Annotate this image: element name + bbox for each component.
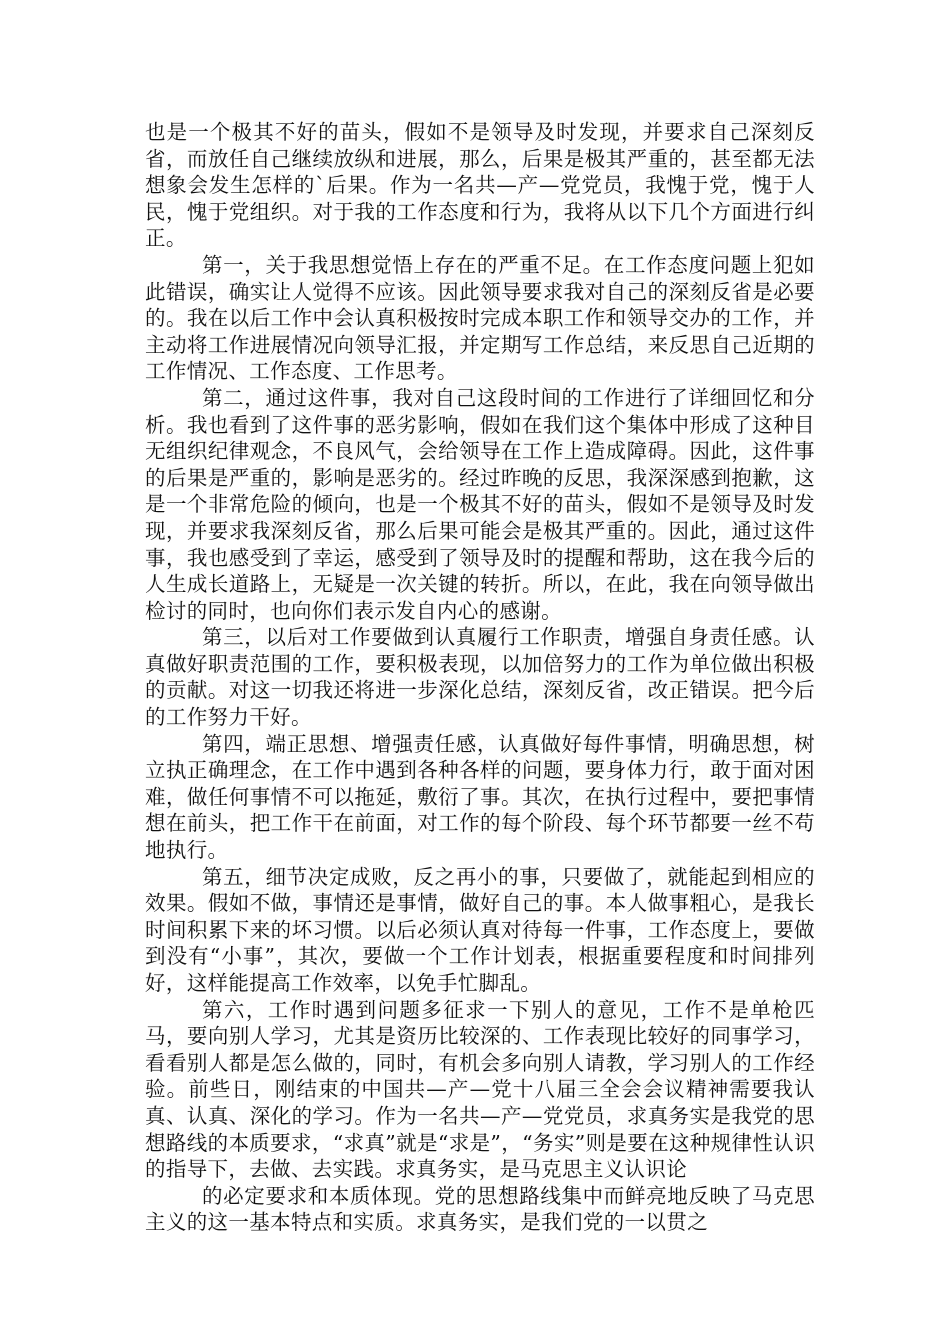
paragraph-6: 第五，细节决定成败，反之再小的事，只要做了，就能起到相应的效果。假如不做，事情还是事情，做好自己的事。本人做事粗心，是我长时间积累下来的坏习惯。以后必须认真对待每一件事，工作态度上，要做到没有“小事”，其次，要做一个工作计划表，根据重要程度和时间排列好，这样能提高工作效率，以免手忙脚乱。 — [145, 864, 815, 995]
paragraph-5: 第四，端正思想、增强责任感，认真做好每件事情，明确思想，树立执正确理念，在工作中遇到各种各样的问题，要身体力行，敢于面对困难，做任何事情不可以拖延，敷衍了事。其次，在执行过程中，要把事情想在前头，把工作干在前面，对工作的每个阶段、每个环节都要一丝不苟地执行。 — [145, 731, 815, 863]
document-body — [145, 119, 815, 1236]
paragraph-7: 第六，工作时遇到问题多征求一下别人的意见，工作不是单枪匹马，要向别人学习，尤其是资历比较深的、工作表现比较好的同事学习，看看别人都是怎么做的，同时，有机会多向别人请教，学习别人的工作经验。前些日，刚结束的中国共—产—党十八届三全会会议精神需要我认真、认真、深化的学习。作为一名共—产—党党员，求真务实是我党的思想路线的本质要求，“求真”就是“求是”，“务实”则是要在这种规律性认识的指导下，去做、去实践。求真务实，是马克思主义认识论 — [145, 997, 815, 1182]
paragraph-8: 的必定要求和本质体现。党的思想路线集中而鲜亮地反映了马克思主义的这一基本特点和实质。求真务实，是我们党的一以贯之 — [145, 1183, 815, 1235]
paragraph-3: 第二，通过这件事，我对自己这段时间的工作进行了详细回忆和分析。我也看到了这件事的恶劣影响，假如在我们这个集体中形成了这种目无组织纪律观念，不良风气，会给领导在工作上造成障碍。因此，这件事的后果是严重的，影响是恶劣的。经过昨晚的反思，我深深感到抱歉，这是一个非常危险的倾向，也是一个极其不好的苗头，假如不是领导及时发现，并要求我深刻反省，那么后果可能会是极其严重的。因此，通过这件事，我也感受到了幸运，感受到了领导及时的提醒和帮助，这在我今后的人生成长道路上，无疑是一次关键的转折。所以，在此，我在向领导做出检讨的同时，也向你们表示发自内心的感谢。 — [145, 385, 815, 623]
paragraph-4: 第三，以后对工作要做到认真履行工作职责，增强自身责任感。认真做好职责范围的工作，要积极表现，以加倍努力的工作为单位做出积极的贡献。对这一切我还将进一步深化总结，深刻反省，改正错误。把今后的工作努力干好。 — [145, 625, 815, 730]
paragraph-2: 第一，关于我思想觉悟上存在的严重不足。在工作态度问题上犯如此错误，确实让人觉得不应该。因此领导要求我对自己的深刻反省是必要的。我在以后工作中会认真积极按时完成本职工作和领导交办的工作，并主动将工作进展情况向领导汇报，并定期写工作总结，来反思自己近期的工作情况、工作态度、工作思考。 — [145, 252, 815, 384]
paragraph-1: 也是一个极其不好的苗头，假如不是领导及时发现，并要求自己深刻反省，而放任自己继续放纵和进展，那么，后果是极其严重的，甚至都无法想象会发生怎样的`后果。作为一名共—产—党党员，我愧于党，愧于人民，愧于党组织。对于我的工作态度和行为，我将从以下几个方面进行纠正。 — [145, 120, 815, 251]
